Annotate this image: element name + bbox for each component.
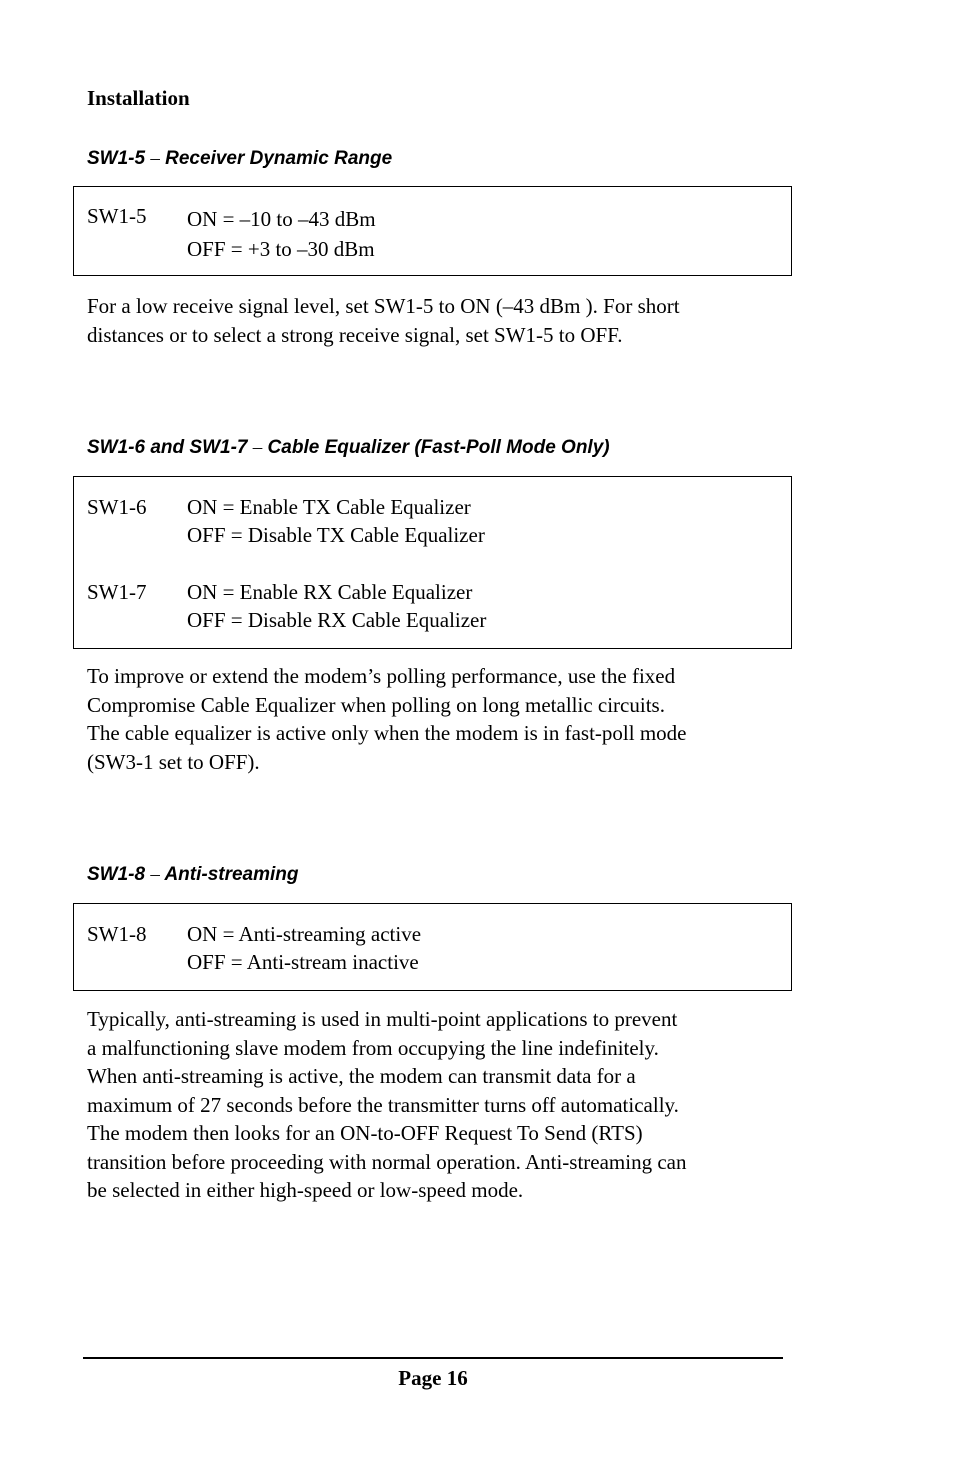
switch-label: SW1-7 bbox=[87, 580, 147, 604]
settings-box-sw1-6-sw1-7 bbox=[73, 476, 792, 649]
section-dash: – bbox=[252, 437, 263, 458]
section-dash: – bbox=[150, 864, 160, 885]
on-setting: ON = Enable TX Cable Equalizer bbox=[187, 495, 471, 519]
off-setting: OFF = Anti-stream inactive bbox=[187, 950, 419, 974]
paragraph-line: The cable equalizer is active only when the modem is in fast-poll mode bbox=[87, 721, 687, 745]
paragraph-line: maximum of 27 seconds before the transmitter turns off automatically. bbox=[87, 1092, 679, 1117]
settings-box-sw1-8 bbox=[73, 903, 792, 991]
paragraph-line: distances or to select a strong receive signal, set SW1-5 to OFF. bbox=[87, 322, 623, 347]
off-setting: OFF = +3 to –30 dBm bbox=[187, 237, 375, 261]
paragraph-line: be selected in either high-speed or low-speed mode. bbox=[87, 1178, 524, 1202]
section-name: Receiver Dynamic Range bbox=[165, 148, 393, 169]
off-setting: OFF = Disable RX Cable Equalizer bbox=[187, 608, 487, 632]
paragraph-line: Compromise Cable Equalizer when polling on long metallic circuits. bbox=[87, 692, 665, 717]
paragraph-sw1-8 bbox=[87, 1005, 787, 1205]
paragraph-sw1-5 bbox=[87, 292, 787, 349]
section-heading-sw1-5 bbox=[87, 148, 392, 170]
paragraph-line: transition before proceeding with normal operation. Anti-streaming can bbox=[87, 1149, 687, 1174]
section-code: SW1-8 bbox=[87, 864, 146, 885]
settings-box-sw1-5 bbox=[73, 186, 792, 276]
page-title: Installation bbox=[87, 86, 190, 110]
on-setting: ON = Anti-streaming active bbox=[187, 922, 422, 946]
paragraph-line: (SW3-1 set to OFF). bbox=[87, 749, 260, 774]
on-setting: ON = –10 to –43 dBm bbox=[187, 207, 376, 231]
switch-label: SW1-6 bbox=[87, 495, 147, 519]
off-setting: OFF = Disable TX Cable Equalizer bbox=[187, 523, 485, 547]
section-code: SW1-5 bbox=[87, 148, 146, 169]
paragraph-line: The modem then looks for an ON-to-OFF Request To Send (RTS) bbox=[87, 1121, 643, 1145]
switch-label: SW1-5 bbox=[87, 204, 147, 228]
paragraph-line: For a low receive signal level, set SW1-5 to ON (–43 dBm ). For short bbox=[87, 294, 680, 318]
section-name: Anti-streaming bbox=[164, 864, 299, 885]
section-heading-sw1-8 bbox=[87, 864, 299, 886]
paragraph-line: Typically, anti-streaming is used in multi-point applications to prevent bbox=[87, 1007, 678, 1031]
section-dash: – bbox=[150, 148, 160, 169]
section-code: SW1-6 and SW1-7 bbox=[87, 437, 248, 458]
page-number: Page 16 bbox=[398, 1366, 468, 1390]
section-name: Cable Equalizer (Fast-Poll Mode Only) bbox=[267, 437, 610, 458]
footer-rule bbox=[83, 1357, 783, 1359]
paragraph-sw1-6-sw1-7 bbox=[87, 662, 787, 776]
paragraph-line: To improve or extend the modem’s polling performance, use the fixed bbox=[87, 664, 676, 688]
paragraph-line: a malfunctioning slave modem from occupying the line indefinitely. bbox=[87, 1035, 659, 1060]
switch-label: SW1-8 bbox=[87, 922, 147, 946]
paragraph-line: When anti-streaming is active, the modem can transmit data for a bbox=[87, 1064, 636, 1088]
section-heading-sw1-6-sw1-7 bbox=[87, 437, 610, 459]
on-setting: ON = Enable RX Cable Equalizer bbox=[187, 580, 473, 604]
